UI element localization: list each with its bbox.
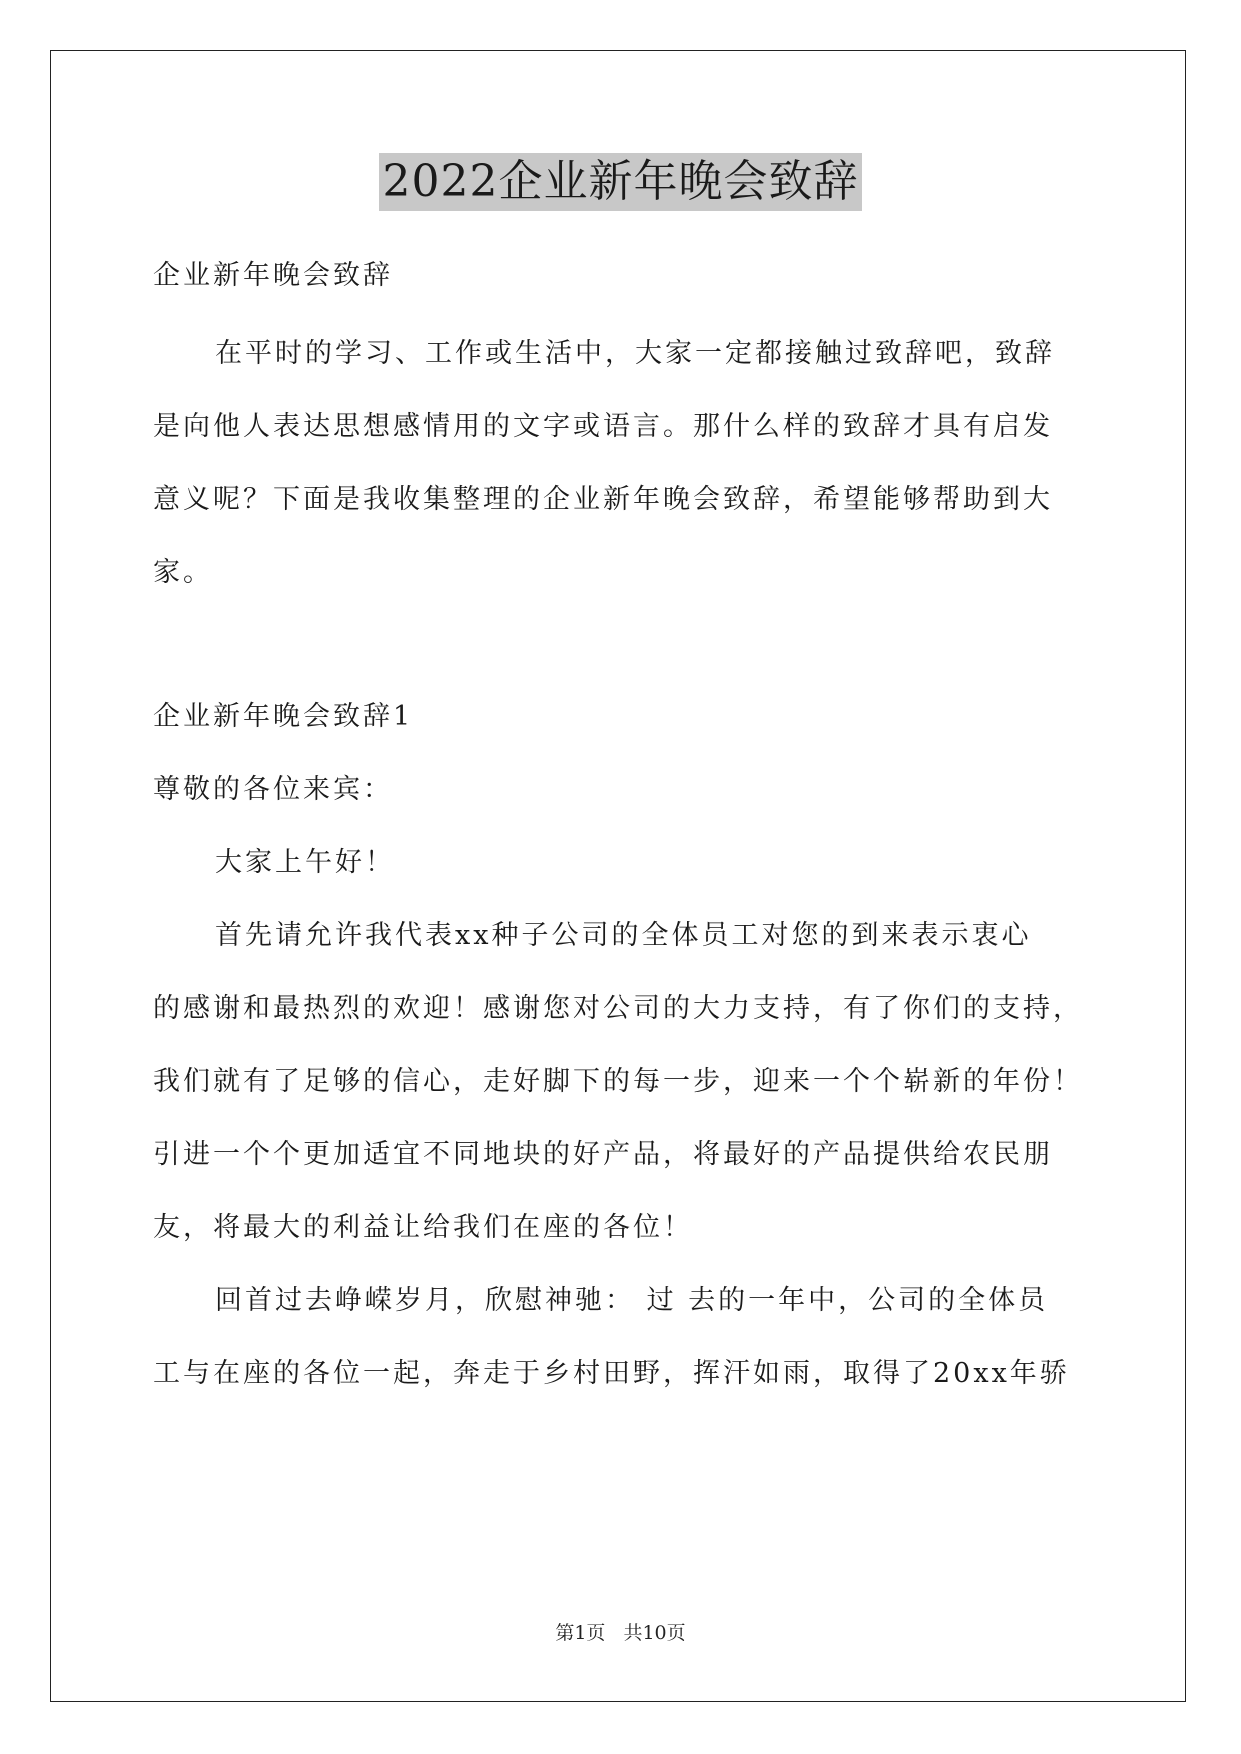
salutation: 尊敬的各位来宾： xyxy=(153,774,393,805)
paragraph-line: 引进一个个更加适宜不同地块的好产品，将最好的产品提供给农民朋 xyxy=(153,1139,1053,1170)
section-heading: 企业新年晚会致辞1 xyxy=(153,701,414,732)
document-subtitle: 企业新年晚会致辞 xyxy=(153,260,393,291)
paragraph-line: 我们就有了足够的信心，走好脚下的每一步，迎来一个个崭新的年份！ xyxy=(153,1066,1083,1097)
paragraph-line: 首先请允许我代表xx种子公司的全体员工对您的到来表示衷心 xyxy=(215,920,1032,951)
paragraph-line: 回首过去峥嵘岁月，欣慰神驰： 过 去的一年中，公司的全体员 xyxy=(215,1285,1049,1316)
page-total: 共10页 xyxy=(623,1622,686,1644)
intro-line: 家。 xyxy=(153,557,213,588)
paragraph-line: 的感谢和最热烈的欢迎！感谢您对公司的大力支持，有了你们的支持， xyxy=(153,993,1083,1024)
paragraph-line: 友，将最大的利益让给我们在座的各位！ xyxy=(153,1212,693,1243)
intro-line: 在平时的学习、工作或生活中，大家一定都接触过致辞吧，致辞 xyxy=(215,338,1055,369)
greeting: 大家上午好！ xyxy=(215,847,395,878)
document-title xyxy=(0,153,1241,211)
intro-line: 是向他人表达思想感情用的文字或语言。那什么样的致辞才具有启发 xyxy=(153,411,1053,442)
page-footer xyxy=(0,1618,1241,1645)
intro-line: 意义呢？下面是我收集整理的企业新年晚会致辞，希望能够帮助到大 xyxy=(153,484,1053,515)
document-title-text: 2022企业新年晚会致辞 xyxy=(379,153,863,211)
paragraph-line: 工与在座的各位一起，奔走于乡村田野，挥汗如雨，取得了20xx年骄 xyxy=(153,1358,1070,1389)
page-number: 第1页 xyxy=(555,1622,606,1644)
